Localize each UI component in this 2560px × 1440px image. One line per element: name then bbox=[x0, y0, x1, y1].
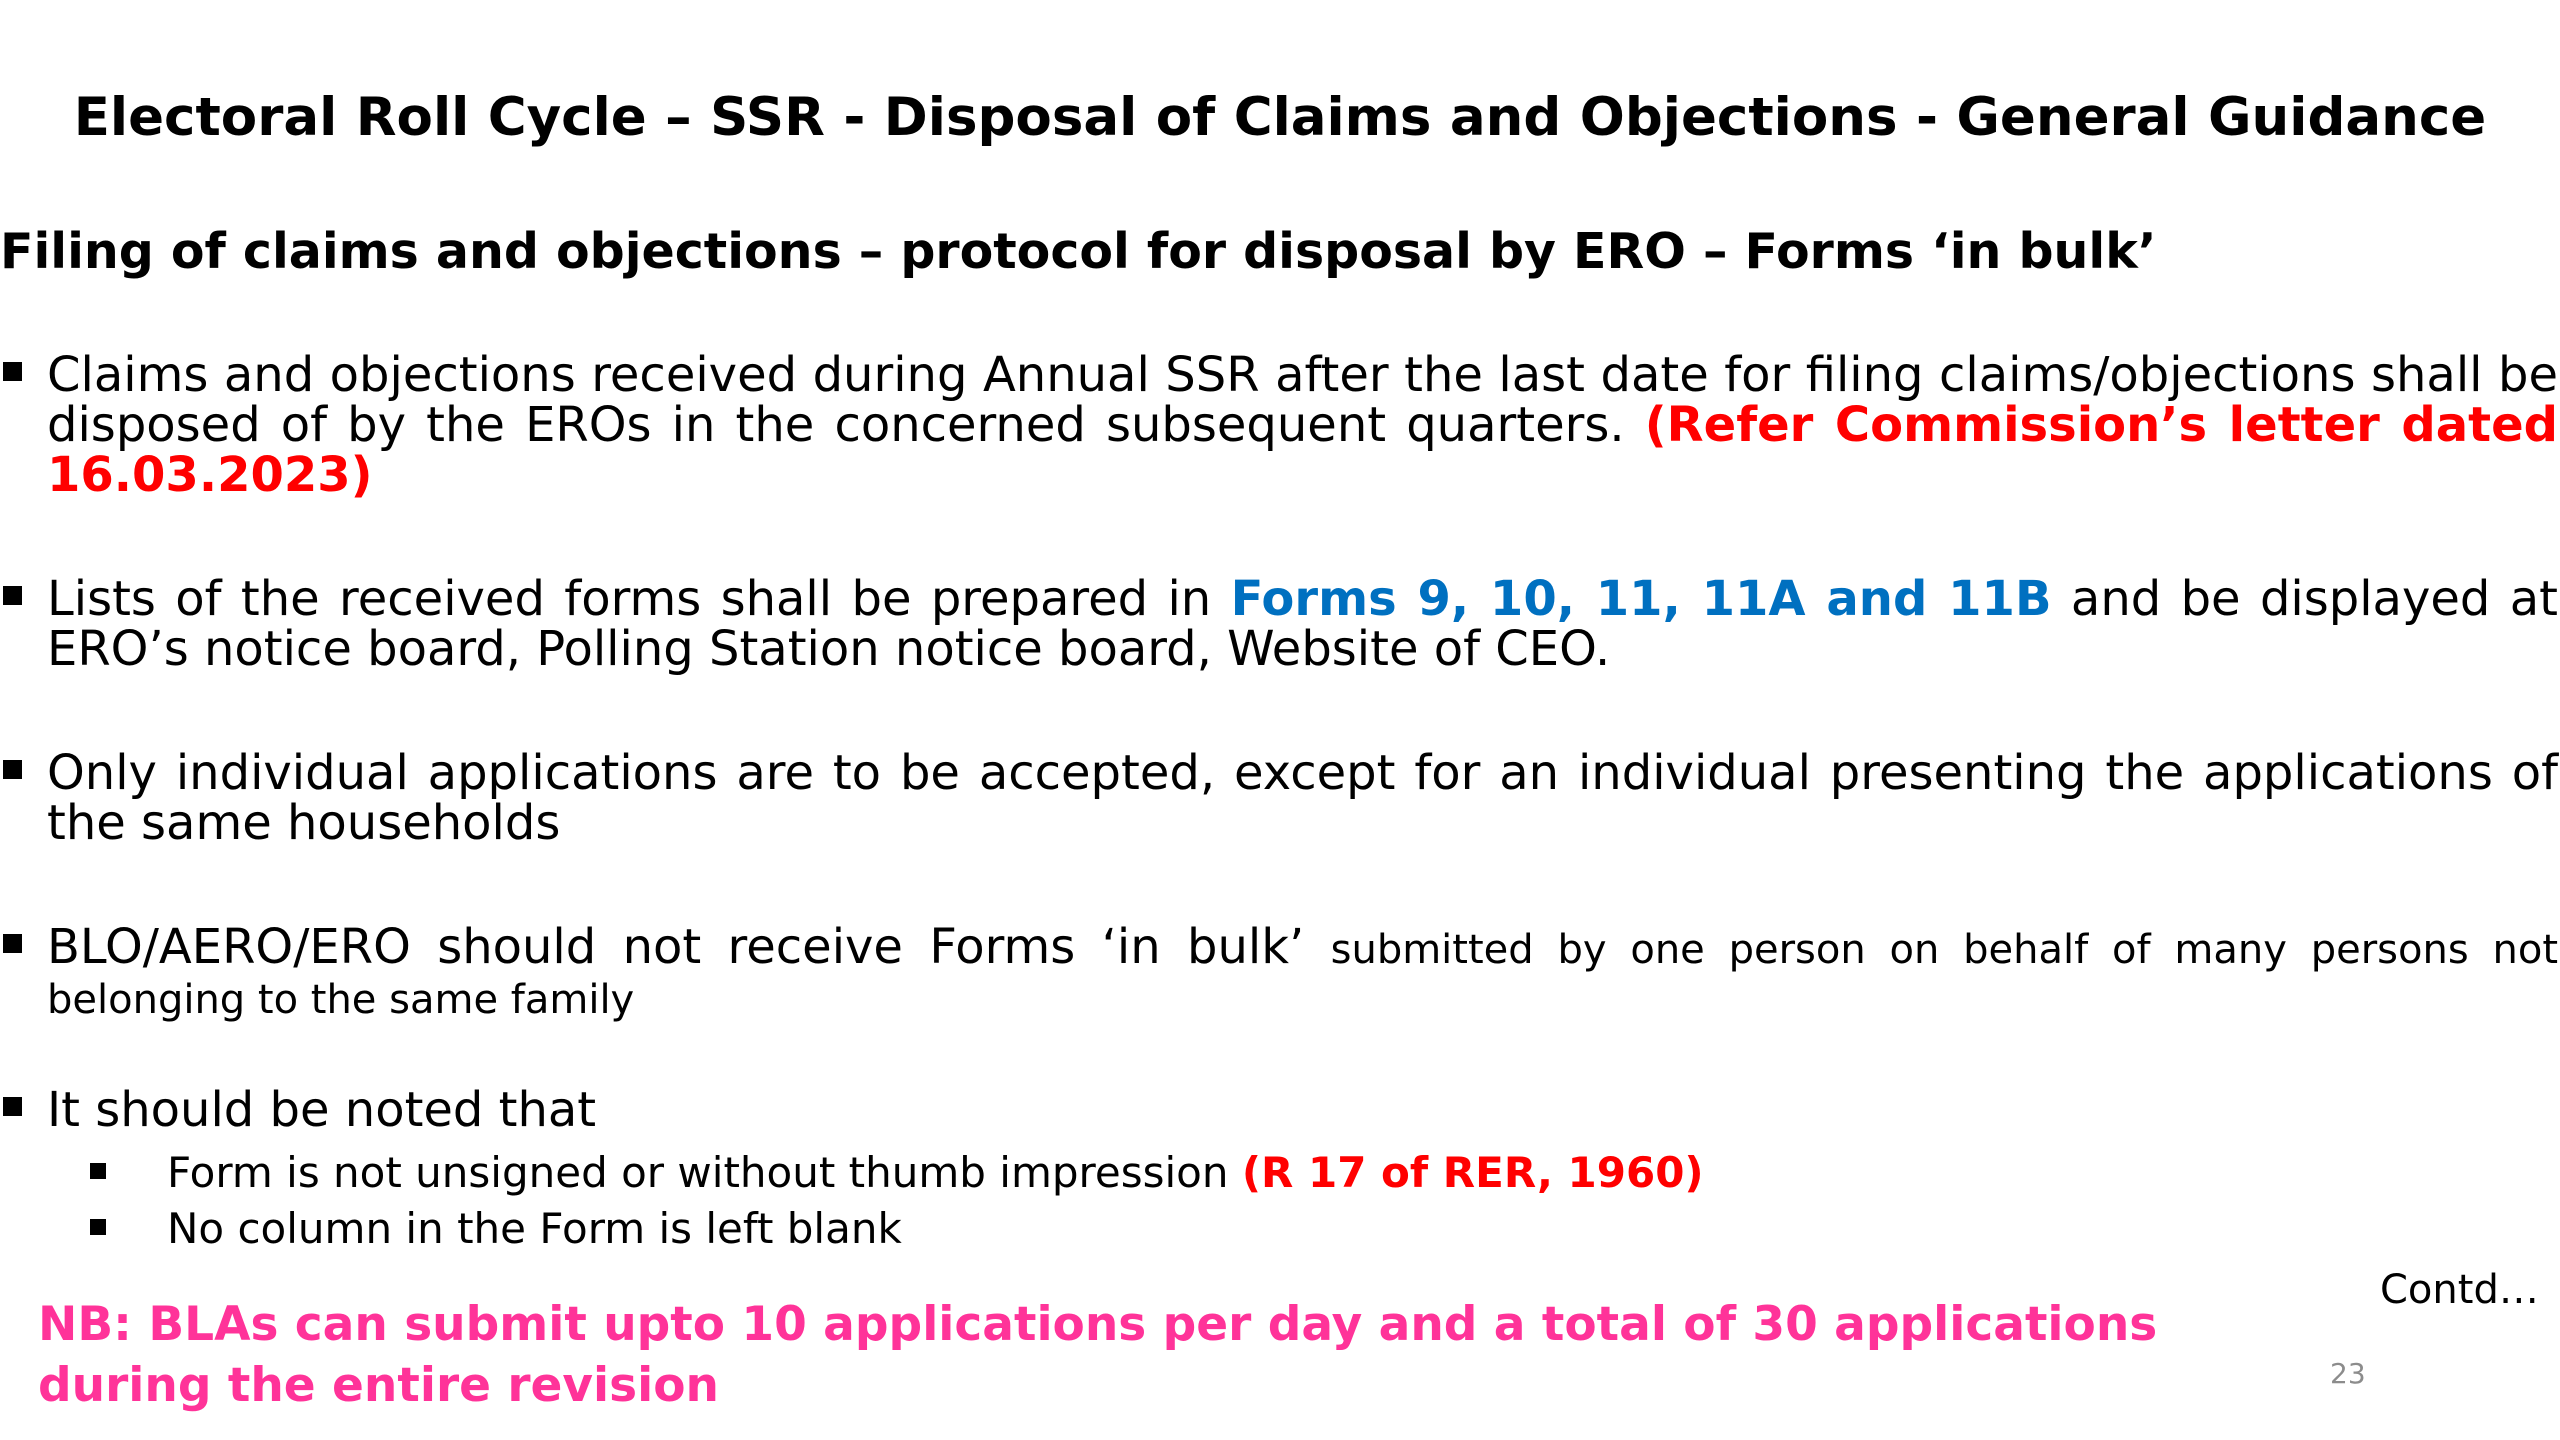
forms-list-highlight: Forms 9, 10, 11, 11A and 11B bbox=[1230, 571, 2052, 627]
bullet-text bbox=[47, 919, 2558, 1023]
bullet-text bbox=[47, 347, 2558, 503]
bullet-text: Only individual applications are to be accepted, except for an individual presenting the applications of the same households bbox=[47, 745, 2558, 851]
rule-reference: (R 17 of RER, 1960) bbox=[1241, 1148, 1704, 1197]
slide-title: Electoral Roll Cycle – SSR - Disposal of Claims and Objections - General Guidance bbox=[73, 87, 2487, 148]
bullet-body: Claims and objections received during Annual SSR after the last date for filing claims/objections shall be disposed of by the EROs in the concerned subsequent quarters. bbox=[47, 347, 2558, 453]
sub-bullet-body: Form is not unsigned or without thumb impression bbox=[167, 1148, 1242, 1197]
sub-bullet-square-icon bbox=[90, 1219, 106, 1235]
commission-letter-reference: (Refer Commission’s letter dated 16.03.2023) bbox=[47, 397, 2558, 503]
bullet-body-end: and be displayed at ERO’s notice board, Polling Station notice board, Website of CEO. bbox=[47, 571, 2558, 677]
page-number: 23 bbox=[2330, 1357, 2366, 1390]
sub-bullet-text bbox=[167, 1148, 1704, 1198]
bullet-text bbox=[47, 571, 2558, 677]
continued-label: Contd… bbox=[2380, 1267, 2539, 1313]
bullet-square-icon bbox=[3, 362, 22, 381]
sub-bullet-square-icon bbox=[90, 1163, 106, 1179]
slide-subtitle: Filing of claims and objections – protocol for disposal by ERO – Forms ‘in bulk’ bbox=[0, 223, 2157, 280]
bullet-square-icon bbox=[3, 760, 22, 779]
bullet-square-icon bbox=[3, 586, 22, 605]
bullet-square-icon bbox=[3, 934, 22, 953]
bullet-body-start: Lists of the received forms shall be prepared in bbox=[47, 571, 1231, 627]
nb-note: NB: BLAs can submit upto 10 applications per day and a total of 30 applications during the entire revision bbox=[38, 1297, 2158, 1413]
bullet-body-start: BLO/AERO/ERO should not receive Forms ‘in bulk’ bbox=[47, 919, 1331, 975]
bullet-text: It should be noted that bbox=[47, 1082, 597, 1138]
bullet-square-icon bbox=[3, 1097, 22, 1116]
bullet-body-small: submitted by one person on behalf of many persons not belonging to the same family bbox=[47, 927, 2558, 1023]
sub-bullet-text: No column in the Form is left blank bbox=[167, 1204, 902, 1253]
